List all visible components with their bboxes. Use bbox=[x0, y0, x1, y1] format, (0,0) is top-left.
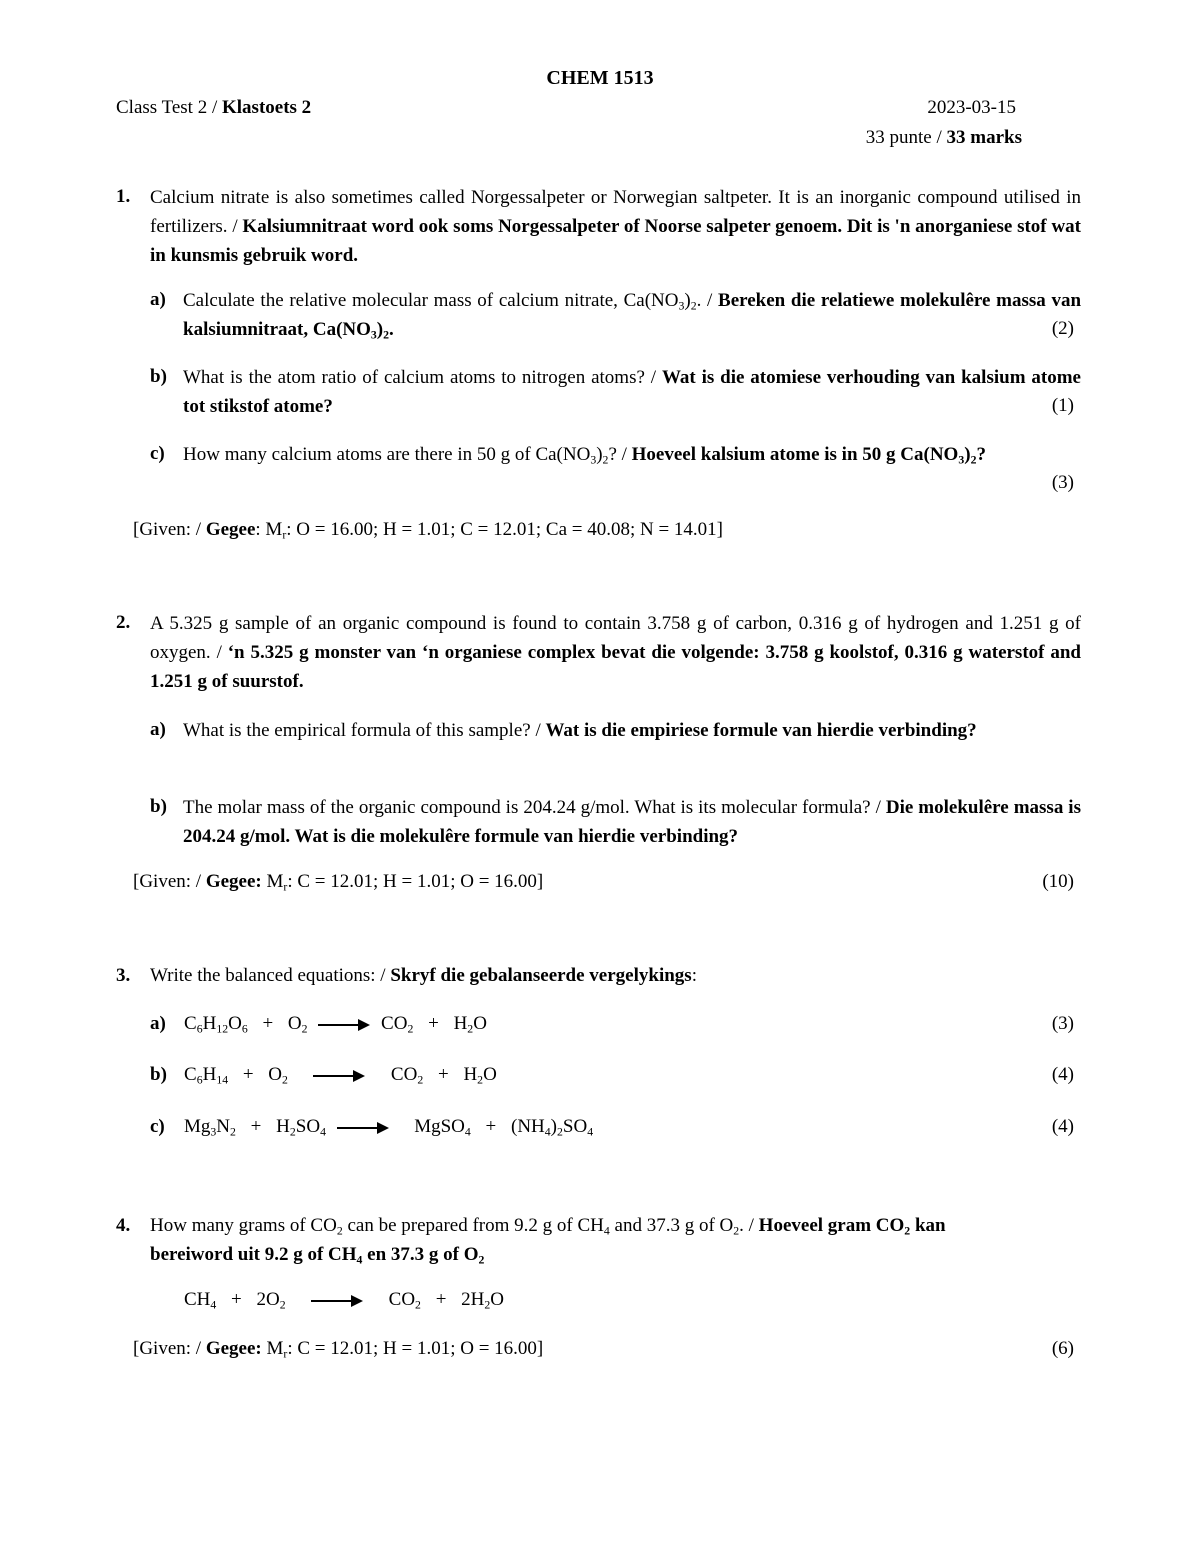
q1c-label: c) bbox=[150, 443, 165, 464]
q2-given: [Given: / Gegee: $M_r$: C = 12.01; H = 1.01; O = 16.00] bbox=[133, 871, 544, 894]
question-3-number: 3. bbox=[116, 965, 131, 986]
q2b-label: b) bbox=[150, 796, 167, 817]
q1c-marks: (3) bbox=[1051, 472, 1074, 493]
q1b-marks: (1) bbox=[1051, 395, 1074, 416]
q3a-equation: $C_6H_{12}O_6 + O_2$ $CO_2 + H_2O$ bbox=[184, 1013, 487, 1036]
q3c-marks: (4) bbox=[1051, 1116, 1074, 1137]
question-4-intro-line2: bereiword uit 9.2 g of $CH_4$ en 37.3 g of $O_2$ bbox=[150, 1244, 485, 1267]
question-4-intro: How many grams of $CO_2$ can be prepared from 9.2 g of $CH_4$ and 37.3 g of $O_2$. / Hoeveel gram $CO_2$ kan bbox=[150, 1215, 946, 1238]
q2b-text: The molar mass of the organic compound is 204.24 g/mol. What is its molecular formula? / Die molekulêre massa is 204.24 g/mol. Wat is die molekulêre formule van hierdie verbinding? bbox=[183, 797, 1081, 847]
question-3-intro: Write the balanced equations: / Skryf die gebalanseerde vergelykings: bbox=[150, 965, 697, 986]
question-1-number: 1. bbox=[116, 186, 131, 207]
question-2-number: 2. bbox=[116, 612, 131, 633]
total-marks: 33 punte / 33 marks bbox=[865, 127, 1022, 148]
q3b-equation: $C_6H_{14} + O_2$ $CO_2 + H_2O$ bbox=[184, 1064, 497, 1087]
reaction-arrow-icon bbox=[311, 1295, 363, 1307]
course-code: CHEM 1513 bbox=[546, 67, 654, 89]
q4-marks: (6) bbox=[1051, 1338, 1074, 1359]
test-date: 2023-03-15 bbox=[927, 97, 1016, 118]
q1c-text: How many calcium atoms are there in 50 g of $Ca(NO_3)_2$? / Hoeveel kalsium atome is in 50 g $Ca(NO_3)_2$? bbox=[183, 444, 986, 467]
q1b-label: b) bbox=[150, 366, 167, 387]
q3c-label: c) bbox=[150, 1116, 165, 1137]
q1b-text: What is the atom ratio of calcium atoms to nitrogen atoms? / Wat is die atomiese verhouding van kalsium atome tot stikstof atome? bbox=[183, 367, 1081, 417]
question-4-number: 4. bbox=[116, 1215, 131, 1236]
q3a-marks: (3) bbox=[1051, 1013, 1074, 1034]
q3c-equation: $Mg_3N_2 + H_2SO_4$ MgSO$_4$ + $(NH_4)_2SO_4$ bbox=[184, 1116, 594, 1139]
q2a-text: What is the empirical formula of this sample? / Wat is die empiriese formule van hierdie verbinding? bbox=[183, 720, 977, 741]
q2-marks: (10) bbox=[1042, 871, 1074, 892]
reaction-arrow-icon bbox=[313, 1070, 365, 1082]
reaction-arrow-icon bbox=[337, 1122, 389, 1134]
q1a-marks: (2) bbox=[1051, 318, 1074, 339]
question-1-intro: Calcium nitrate is also sometimes called Norgessalpeter or Norwegian saltpeter. It is an inorganic compound utilised in fertilizers. / Kalsiumnitraat word ook soms Norgessalpeter of Noorse salpeter genoem. Dit is 'n anorganiese stof wat in kunsmis gebruik word. bbox=[150, 187, 1081, 266]
q3b-marks: (4) bbox=[1051, 1064, 1074, 1085]
q4-given: [Given: / Gegee: $M_r$: C = 12.01; H = 1.01; O = 16.00] bbox=[133, 1338, 544, 1361]
q1a-text: Calculate the relative molecular mass of calcium nitrate, $Ca(NO_3)_2$. / Bereken die relatiewe molekulêre massa van kalsiumnitraat, $Ca(NO_3)_2$. bbox=[183, 290, 1082, 342]
reaction-arrow-icon bbox=[318, 1019, 370, 1031]
q2a-label: a) bbox=[150, 719, 166, 740]
q3a-label: a) bbox=[150, 1013, 166, 1034]
q3b-label: b) bbox=[150, 1064, 167, 1085]
test-title: Class Test 2 / Klastoets 2 bbox=[116, 97, 312, 118]
q4-equation: $CH_4 + 2O_2$ $CO_2 + 2H_2O$ bbox=[184, 1289, 505, 1312]
question-2-intro: A 5.325 g sample of an organic compound is found to contain 3.758 g of carbon, 0.316 g of hydrogen and 1.251 g of oxygen. / ‘n 5.325 g monster van ‘n organiese complex bevat die volgende: 3.758 g koolstof, 0.316 g waterstof and 1.251 g of suurstof. bbox=[150, 613, 1081, 692]
q1a-label: a) bbox=[150, 289, 166, 310]
q1-given: [Given: / Gegee: $M_r$: O = 16.00; H = 1.01; C = 12.01; Ca = 40.08; N = 14.01] bbox=[133, 519, 724, 542]
